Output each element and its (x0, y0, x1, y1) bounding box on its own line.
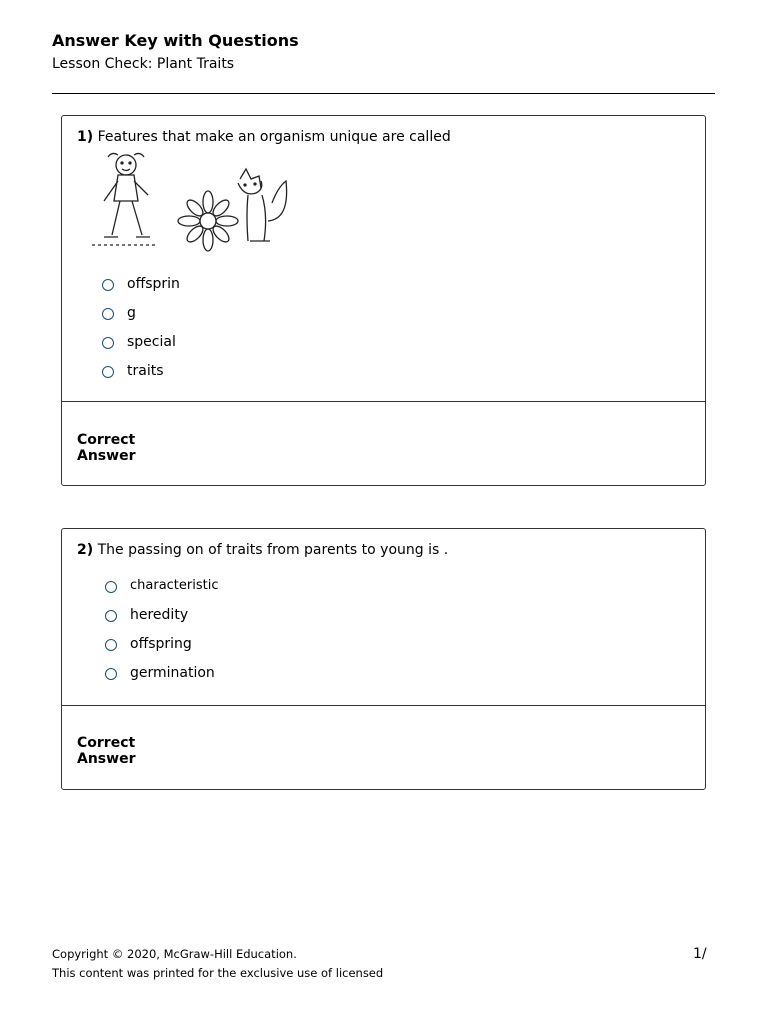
option-label: characteristic (130, 578, 219, 593)
question-number-1: 1) (77, 129, 94, 145)
radio-button[interactable] (105, 639, 117, 651)
option-label: germination (130, 665, 215, 681)
page-title: Answer Key with Questions (52, 31, 299, 50)
option-label: offspring (130, 636, 192, 652)
radio-button[interactable] (102, 308, 114, 320)
question-card-2 (61, 528, 706, 790)
header-divider (52, 93, 715, 94)
question-text-2 (77, 542, 448, 558)
radio-button[interactable] (105, 581, 117, 593)
correct-label-line: Correct (77, 432, 136, 448)
girl-flower-fox-illustration (90, 149, 296, 253)
option-label: special (127, 334, 176, 350)
correct-answer-label-1 (77, 432, 135, 464)
option-label: traits (127, 363, 164, 379)
print-notice: This content was printed for the exclusive use of licensed (52, 966, 384, 980)
radio-button[interactable] (102, 279, 114, 291)
answer-label-line: Answer (77, 751, 136, 767)
question-prompt-1: Features that make an organism unique are called (97, 129, 451, 145)
copyright-notice: Copyright © 2020, McGraw-Hill Education. (52, 947, 297, 961)
question-prompt-2: The passing on of traits from parents to young is . (97, 542, 449, 558)
radio-button[interactable] (102, 366, 114, 378)
page-number: 1/ (693, 946, 707, 962)
radio-button[interactable] (102, 337, 114, 349)
question-card-1 (61, 115, 706, 486)
correct-label-line: Correct (77, 735, 136, 751)
option-label: heredity (130, 607, 189, 623)
option-label: g (127, 305, 136, 321)
option-label: offsprin (127, 276, 180, 292)
radio-button[interactable] (105, 668, 117, 680)
question-text-1 (77, 129, 451, 145)
correct-answer-label-2 (77, 735, 135, 767)
radio-button[interactable] (105, 610, 117, 622)
question-number-2: 2) (77, 542, 94, 558)
page-subtitle: Lesson Check: Plant Traits (52, 56, 235, 72)
answer-label-line: Answer (77, 448, 136, 464)
